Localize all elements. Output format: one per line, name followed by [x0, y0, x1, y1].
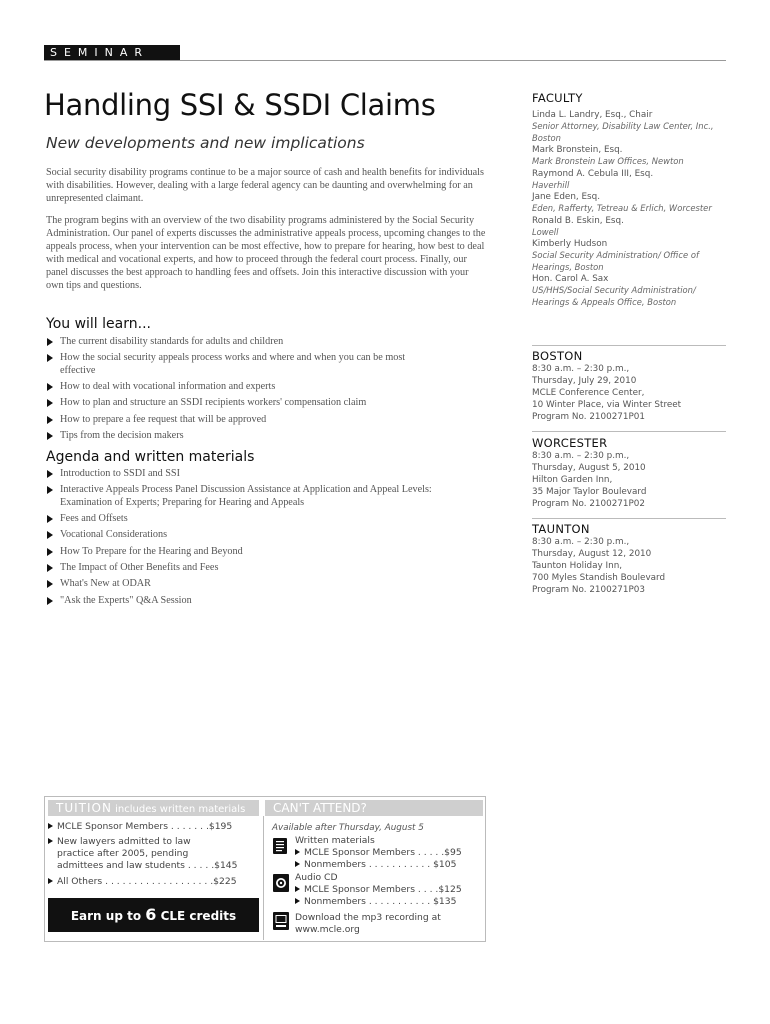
- location-city: TAUNTON: [532, 522, 590, 536]
- bullet-arrow-icon: [47, 531, 53, 539]
- tuition-header: [48, 800, 259, 816]
- tuition-row: MCLE Sponsor Members . . . . . . .$195: [48, 821, 232, 833]
- location-address: 700 Myles Standish Boulevard: [532, 573, 666, 583]
- faculty-affiliation: Haverhill: [532, 179, 570, 190]
- cle-credits-banner: Earn up to 6 CLE credits: [48, 898, 259, 932]
- audio-members-price: MCLE Sponsor Members . . . .$125: [295, 884, 462, 896]
- list-item: How to prepare a fee request that will be approved: [46, 414, 486, 427]
- agenda-heading: Agenda and written materials: [46, 449, 255, 465]
- location-address: 10 Winter Place, via Winter Street: [532, 400, 682, 410]
- divider: [263, 816, 264, 940]
- bullet-arrow-icon: [295, 898, 300, 904]
- list-item: "Ask the Experts" Q&A Session: [46, 595, 486, 608]
- location-program-number: Program No. 2100271P02: [532, 499, 645, 509]
- list-item: Interactive Appeals Process Panel Discussion Assistance at Application and Appeal Levels: Examination of Experts; Preparing for Hearing and Appeals: [46, 484, 486, 509]
- faculty-name: Hon. Carol A. Sax: [532, 274, 609, 284]
- written-nonmembers-price: Nonmembers . . . . . . . . . . . $105: [295, 859, 456, 871]
- faculty-affiliation: Social Security Administration/ Office of Hearings, Boston: [532, 250, 699, 272]
- agenda-list: [46, 468, 486, 611]
- faculty-affiliation: Lowell: [532, 226, 559, 237]
- intro-paragraph-2: The program begins with an overview of the two disability programs administered by the Social Security Administration. Our panel of experts discusses the administrative appeals process, upcoming changes to the appeals process, when your intervention can be most effective, how to prepare for hearing, how best to deal with medical and vocational experts, and how to proceed through the federal court process. Finally, our panel discusses the best approach to handling fees and offsets. Join this interactive discussion with your own tips and questions.: [46, 215, 486, 291]
- location-venue: Taunton Holiday Inn,: [532, 561, 623, 571]
- list-item: Fees and Offsets: [46, 513, 486, 526]
- faculty-heading: FACULTY: [532, 91, 583, 105]
- bullet-arrow-icon: [47, 597, 53, 605]
- tuition-row: All Others . . . . . . . . . . . . . . . . . . .$225: [48, 876, 237, 888]
- learn-list: [46, 336, 486, 446]
- bullet-arrow-icon: [48, 823, 53, 829]
- tuition-row: New lawyers admitted to law: [48, 836, 191, 848]
- faculty-name: Ronald B. Eskin, Esq.: [532, 215, 624, 226]
- bullet-arrow-icon: [47, 470, 53, 478]
- bullet-arrow-icon: [47, 383, 53, 391]
- written-materials-label: Written materials: [295, 835, 375, 846]
- bullet-arrow-icon: [48, 838, 53, 844]
- faculty-name: Linda L. Landry, Esq., Chair: [532, 110, 653, 120]
- location-date: Thursday, August 12, 2010: [532, 549, 652, 559]
- faculty-name: Raymond A. Cebula III, Esq.: [532, 168, 654, 179]
- cant-attend-header: CAN'T ATTEND?: [265, 800, 483, 816]
- location-worcester: [532, 436, 732, 510]
- bullet-arrow-icon: [47, 564, 53, 572]
- list-item: The Impact of Other Benefits and Fees: [46, 562, 486, 575]
- location-program-number: Program No. 2100271P03: [532, 585, 645, 595]
- divider: [532, 345, 726, 346]
- faculty-affiliation: Senior Attorney, Disability Law Center, Inc., Boston: [532, 121, 714, 143]
- divider: [532, 431, 726, 432]
- bullet-arrow-icon: [47, 432, 53, 440]
- seminar-tag: SEMINAR: [44, 45, 180, 60]
- download-label: Download the mp3 recording at: [295, 912, 441, 923]
- bullet-arrow-icon: [47, 354, 53, 362]
- audio-cd-icon: [273, 874, 289, 897]
- list-item: How the social security appeals process works and where and when you can be most effective: [46, 352, 486, 377]
- faculty-affiliation: Mark Bronstein Law Offices, Newton: [532, 156, 684, 166]
- list-item: Tips from the decision makers: [46, 430, 486, 443]
- page-subtitle: New developments and new implications: [46, 134, 365, 152]
- divider: [532, 518, 726, 519]
- location-venue: Hilton Garden Inn,: [532, 475, 613, 485]
- location-date: Thursday, July 29, 2010: [532, 376, 637, 386]
- bullet-arrow-icon: [295, 886, 300, 892]
- location-address: 35 Major Taylor Boulevard: [532, 487, 647, 497]
- faculty-affiliation: US/HHS/Social Security Administration/ Hearings & Appeals Office, Boston: [532, 285, 696, 307]
- header-rule: [44, 60, 726, 61]
- list-item: What's New at ODAR: [46, 578, 486, 591]
- bullet-arrow-icon: [295, 849, 300, 855]
- page-title: Handling SSI & SSDI Claims: [44, 88, 436, 122]
- bullet-arrow-icon: [47, 486, 53, 494]
- audio-cd-label: Audio CD: [295, 872, 338, 883]
- list-item: Introduction to SSDI and SSI: [46, 468, 486, 481]
- list-item: How to plan and structure an SSDI recipients workers' compensation claim: [46, 397, 486, 410]
- location-taunton: [532, 522, 732, 596]
- computer-download-icon: [273, 912, 289, 935]
- faculty-affiliation: Eden, Rafferty, Tetreau & Erlich, Worcester: [532, 203, 712, 213]
- location-boston: [532, 349, 732, 423]
- list-item: The current disability standards for adults and children: [46, 336, 486, 349]
- faculty-name: Mark Bronstein, Esq.: [532, 145, 623, 155]
- tuition-row-cont: practice after 2005, pending: [57, 848, 189, 859]
- location-program-number: Program No. 2100271P01: [532, 412, 645, 422]
- location-city: WORCESTER: [532, 436, 608, 450]
- list-item: How To Prepare for the Hearing and Beyond: [46, 546, 486, 559]
- bullet-arrow-icon: [47, 399, 53, 407]
- location-city: BOSTON: [532, 349, 583, 363]
- bullet-arrow-icon: [295, 861, 300, 867]
- availability-note: Available after Thursday, August 5: [272, 823, 424, 833]
- faculty-name: Jane Eden, Esq.: [532, 192, 601, 202]
- bullet-arrow-icon: [47, 338, 53, 346]
- list-item: How to deal with vocational information and experts: [46, 381, 486, 394]
- bullet-arrow-icon: [47, 548, 53, 556]
- bullet-arrow-icon: [47, 416, 53, 424]
- audio-nonmembers-price: Nonmembers . . . . . . . . . . . $135: [295, 896, 456, 908]
- tuition-row-cont: admittees and law students . . . . .$145: [57, 860, 238, 871]
- location-time: 8:30 a.m. – 2:30 p.m.,: [532, 537, 630, 547]
- bullet-arrow-icon: [47, 515, 53, 523]
- location-venue: MCLE Conference Center,: [532, 388, 645, 398]
- document-icon: [273, 838, 287, 859]
- learn-heading: You will learn...: [46, 316, 151, 332]
- location-date: Thursday, August 5, 2010: [532, 463, 646, 473]
- location-time: 8:30 a.m. – 2:30 p.m.,: [532, 364, 630, 374]
- list-item: Vocational Considerations: [46, 529, 486, 542]
- tuition-title: TUITION: [56, 801, 112, 815]
- bullet-arrow-icon: [47, 580, 53, 588]
- bullet-arrow-icon: [48, 878, 53, 884]
- intro-paragraph-1: Social security disability programs continue to be a major source of cash and health benefits for individuals with disabilities. However, dealing with a large federal agency can be daunting and overwhelming for an unrepresented claimant.: [46, 167, 484, 204]
- tuition-note: includes written materials: [115, 804, 246, 815]
- faculty-section: [532, 91, 732, 308]
- download-link[interactable]: www.mcle.org: [295, 924, 360, 935]
- location-time: 8:30 a.m. – 2:30 p.m.,: [532, 451, 630, 461]
- faculty-name: Kimberly Hudson: [532, 239, 608, 249]
- written-members-price: MCLE Sponsor Members . . . . .$95: [295, 847, 462, 859]
